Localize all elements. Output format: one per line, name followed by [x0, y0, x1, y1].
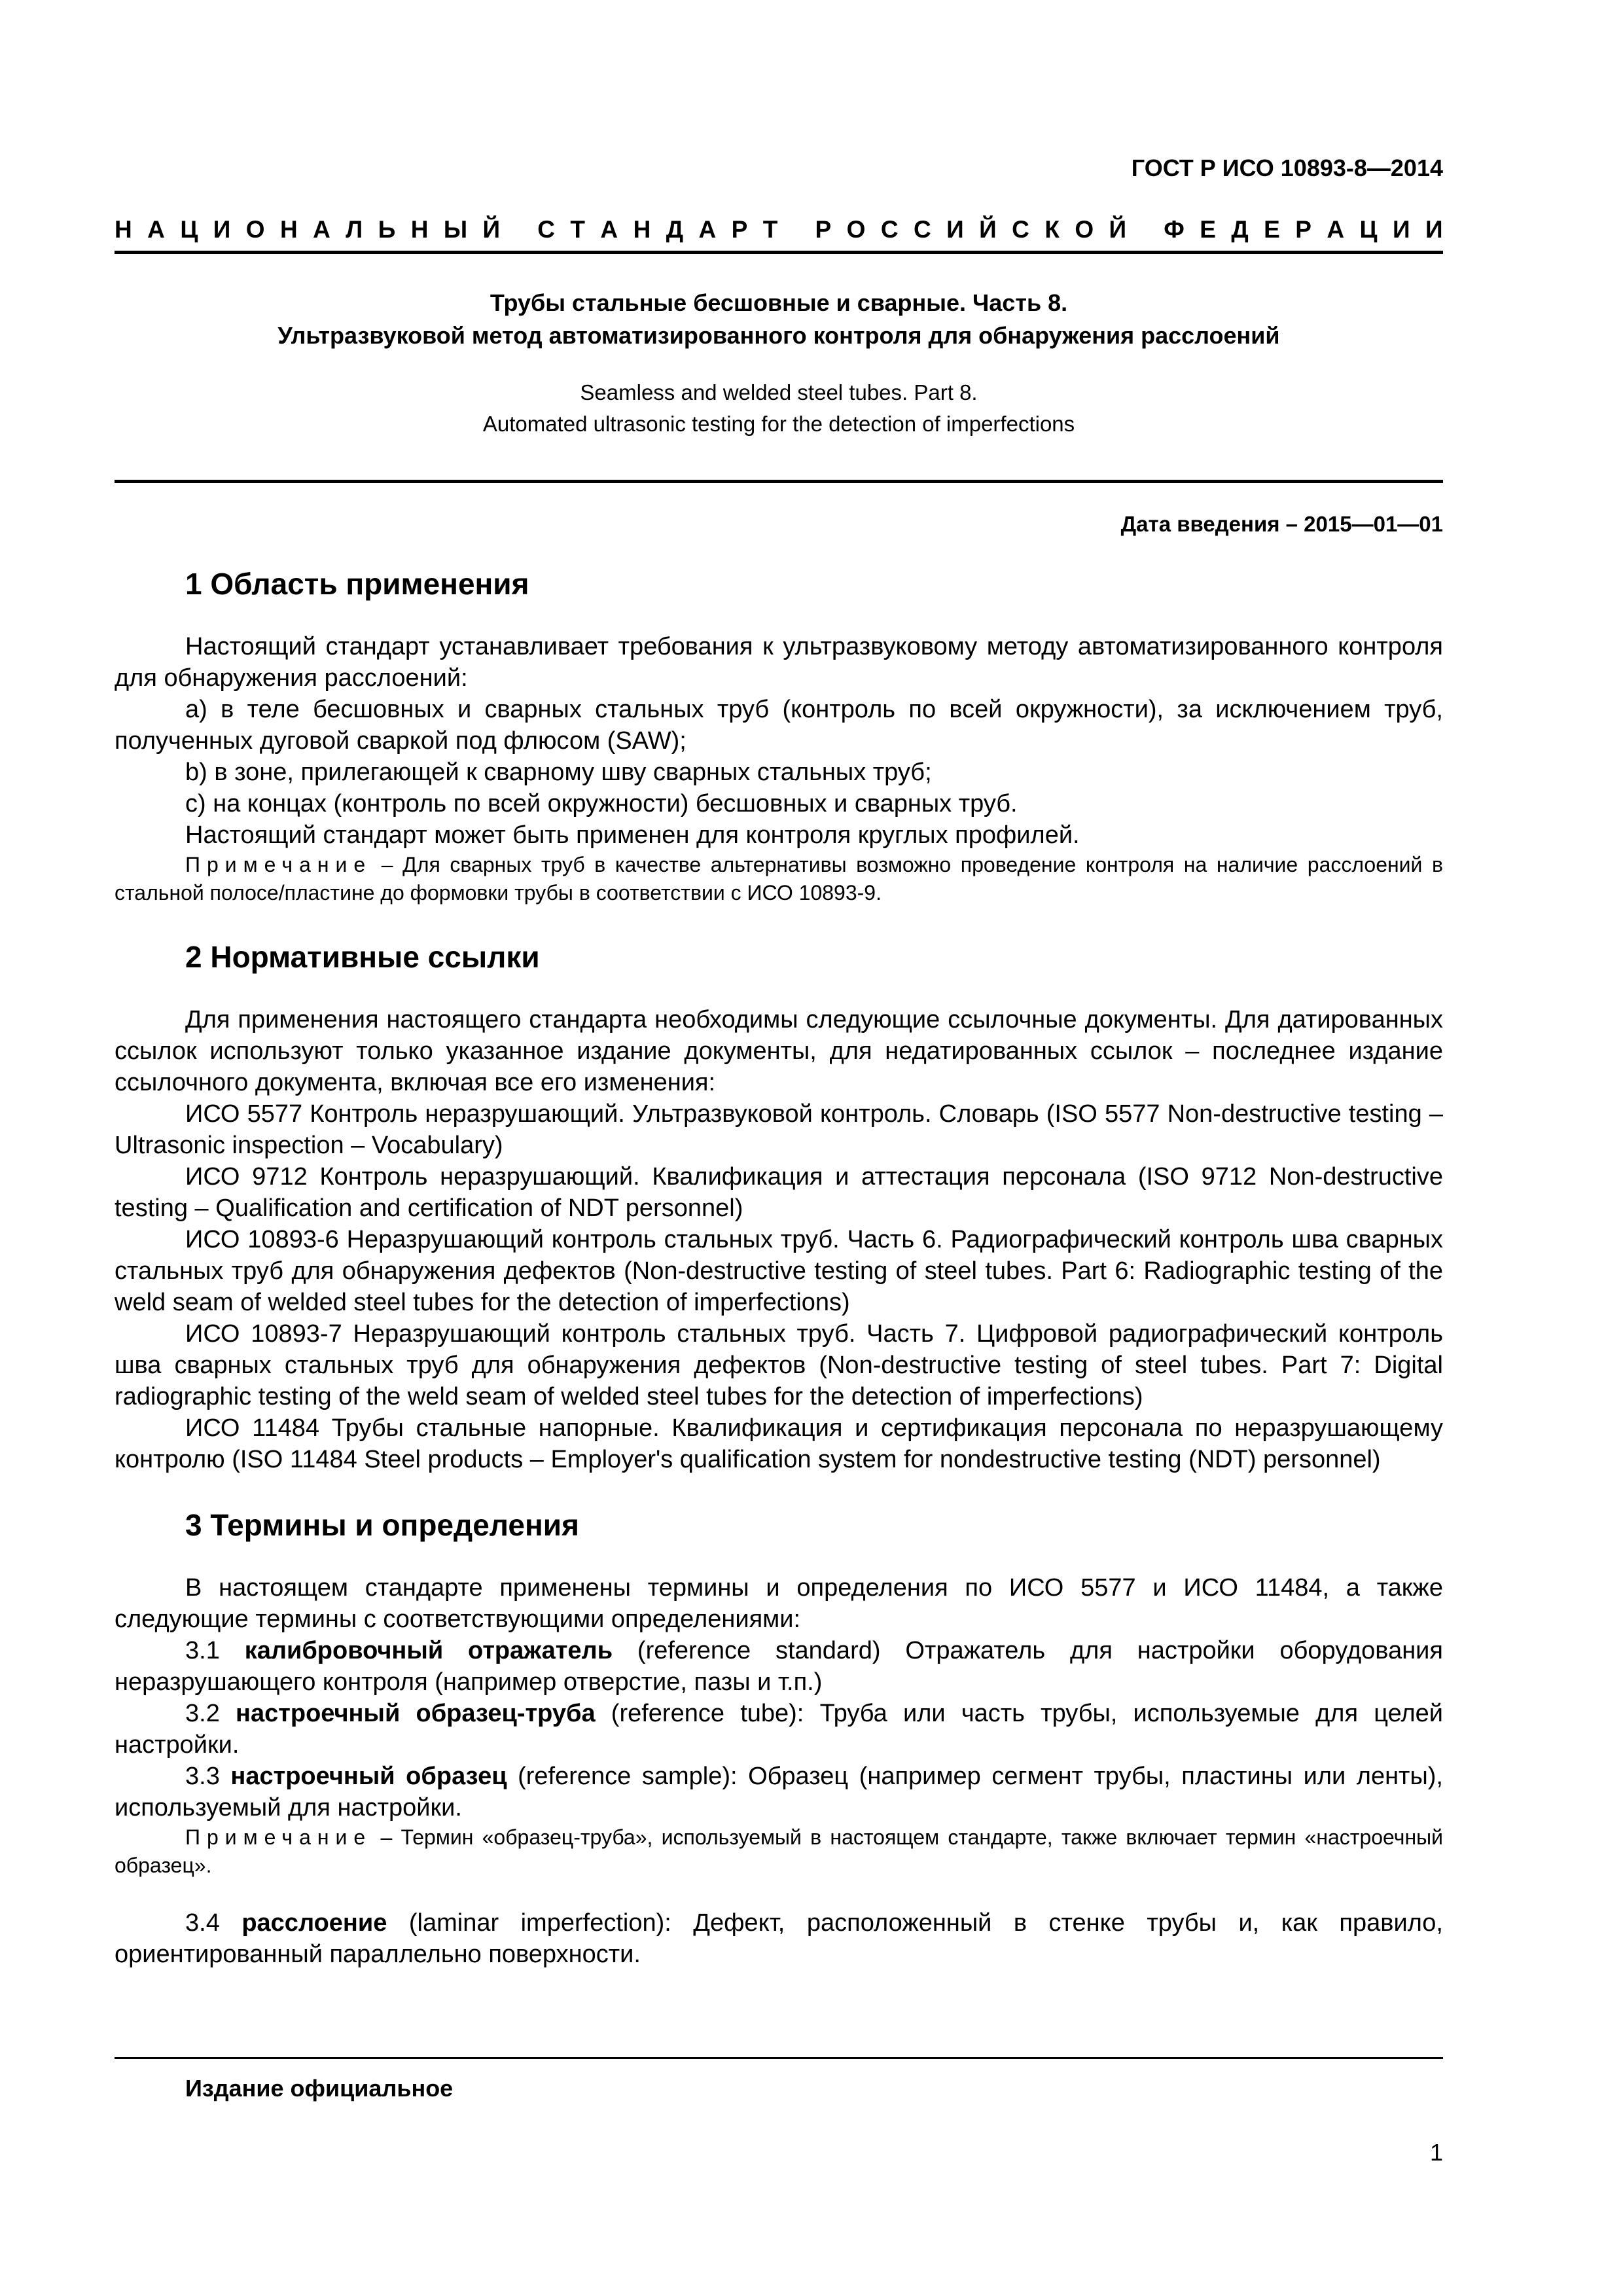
- term-definition: [115, 1907, 1443, 1970]
- note: [115, 1823, 1443, 1880]
- intro-date: Дата введения – 2015—01—01: [1120, 512, 1443, 536]
- banner-letter: Р: [1295, 216, 1311, 243]
- section-2: [115, 936, 1443, 1475]
- section-3-heading: 3 Термины и определения: [185, 1508, 579, 1542]
- header-rule: [115, 251, 1443, 254]
- term-text: (reference standard) Отражатель для настройки оборудования неразрушающего контроля (например отверстие, пазы и т.п.): [115, 1637, 1443, 1696]
- banner-letter: Т: [570, 216, 585, 243]
- banner-letter: Р: [815, 216, 832, 243]
- banner-letter: Е: [1200, 216, 1216, 243]
- banner-letter: И: [946, 216, 964, 243]
- banner-letter: О: [1075, 216, 1094, 243]
- note-label: Примечание: [185, 853, 372, 876]
- banner-letter: Н: [279, 216, 298, 243]
- footer-rule: [115, 2057, 1443, 2059]
- paragraph: Для применения настоящего стандарта необходимы следующие ссылочные документы. Для датированных ссылок используют только указанное издание документы, для недатированных ссылок – последнее издание ссылочного документа, включая все его изменения:: [115, 1006, 1443, 1096]
- term: настроечный образец: [230, 1763, 507, 1790]
- banner-letter: А: [698, 216, 717, 243]
- section-2-heading: 2 Нормативные ссылки: [185, 940, 540, 974]
- title-rule: [115, 480, 1443, 483]
- term-definition: [115, 1761, 1443, 1823]
- title-ru-line1: Трубы стальные бесшовные и сварные. Часть 8.: [490, 289, 1068, 316]
- banner-letter: Н: [633, 216, 651, 243]
- banner-letter: Д: [1231, 216, 1249, 243]
- term-number: 3.3: [185, 1763, 231, 1790]
- note-text: – Для сварных труб в качестве альтернативы возможно проведение контроля на наличие расслоений в стальной полосе/пластине до формовки трубы в соответствии с ИСО 10893-9.: [115, 853, 1443, 905]
- banner-letter: Ь: [378, 216, 396, 243]
- banner-letter: И: [213, 216, 231, 243]
- banner-letter: [1142, 216, 1149, 243]
- banner-letter: С: [1012, 216, 1029, 243]
- paragraph: c) на концах (контроль по всей окружности) бесшовных и сварных труб.: [185, 790, 1018, 817]
- banner-letter: Т: [762, 216, 778, 243]
- note-label: Примечание: [185, 1825, 372, 1849]
- term: расслоение: [241, 1909, 387, 1937]
- page-number: 1: [1429, 2139, 1443, 2166]
- banner-letter: Й: [482, 216, 501, 243]
- banner-letter: И: [1425, 216, 1443, 243]
- banner-letter: А: [600, 216, 618, 243]
- banner-letter: Д: [666, 216, 684, 243]
- banner-letter: О: [245, 216, 265, 243]
- banner-letter: О: [846, 216, 866, 243]
- term-definition: [115, 1635, 1443, 1698]
- paragraph: В настоящем стандарте применены термины и определения по ИСО 5577 и ИСО 11484, а также следующие термины с соответствующими определениями:: [115, 1574, 1443, 1633]
- term-number: 3.1: [185, 1637, 245, 1664]
- reference-item: ИСО 9712 Контроль неразрушающий. Квалификация и аттестация персонала (ISO 9712 Non-destructive testing – Qualification and certification of NDT personnel): [115, 1163, 1443, 1222]
- paragraph: Настоящий стандарт может быть применен для контроля круглых профилей.: [185, 821, 1080, 849]
- document-body: [115, 563, 1443, 1999]
- reference-item: ИСО 11484 Трубы стальные напорные. Квалификация и сертификация персонала по неразрушающему контролю (ISO 11484 Steel products – Employer's qualification system for nondestructive testing (NDT) personnel): [115, 1414, 1443, 1473]
- banner-letter: Н: [115, 216, 132, 243]
- banner-letter: Ц: [180, 216, 198, 243]
- banner-letter: И: [1393, 216, 1410, 243]
- term-definition: [115, 1698, 1443, 1761]
- banner-letter: С: [913, 216, 931, 243]
- term: калибровочный отражатель: [244, 1637, 613, 1664]
- banner-letter: Ф: [1164, 216, 1185, 243]
- note-text: – Термин «образец-труба», используемый в настоящем стандарте, также включает термин «настроечный образец».: [115, 1825, 1443, 1877]
- banner-letter: Й: [1109, 216, 1127, 243]
- term-text: (laminar imperfection): Дефект, расположенный в стенке трубы и, как правило, ориентированный параллельно поверхности.: [115, 1909, 1443, 1968]
- standard-code: ГОСТ Р ИСО 10893-8—2014: [1131, 154, 1443, 181]
- banner-letter: А: [1327, 216, 1345, 243]
- paragraph: b) в зоне, прилегающей к сварному шву сварных стальных труб;: [185, 759, 932, 786]
- section-1: [115, 563, 1443, 907]
- banner-letter: Е: [1264, 216, 1280, 243]
- note: [115, 851, 1443, 907]
- official-edition-label: Издание официальное: [185, 2075, 454, 2102]
- banner-letter: [793, 216, 800, 243]
- national-standard-banner: [115, 216, 1443, 243]
- term: настроечный образец-труба: [236, 1700, 596, 1727]
- term-text: (reference tube): Труба или часть трубы, используемые для целей настройки.: [115, 1700, 1443, 1759]
- banner-letter: [516, 216, 522, 243]
- paragraph: а) в теле бесшовных и сварных стальных труб (контроль по всей окружности), за исключением труб, полученных дуговой сваркой под флюсом (SAW);: [115, 696, 1443, 755]
- banner-letter: Р: [731, 216, 748, 243]
- title-en-line1: Seamless and welded steel tubes. Part 8.: [580, 380, 978, 404]
- banner-letter: А: [147, 216, 165, 243]
- banner-letter: Ц: [1359, 216, 1378, 243]
- banner-letter: Ы: [443, 216, 468, 243]
- banner-letter: К: [1044, 216, 1060, 243]
- term-number: 3.2: [185, 1700, 236, 1727]
- term-number: 3.4: [185, 1909, 242, 1937]
- reference-item: ИСО 5577 Контроль неразрушающий. Ультразвуковой контроль. Словарь (ISO 5577 Non-destructive testing – Ultrasonic inspection – Vocabulary): [115, 1100, 1443, 1159]
- title-en-line2: Automated ultrasonic testing for the detection of imperfections: [482, 412, 1075, 436]
- paragraph: Настоящий стандарт устанавливает требования к ультразвуковому методу автоматизированного контроля для обнаружения расслоений:: [115, 633, 1443, 692]
- title-block: [115, 287, 1443, 440]
- banner-letter: Н: [410, 216, 429, 243]
- section-3: [115, 1504, 1443, 1970]
- banner-letter: С: [537, 216, 555, 243]
- reference-item: ИСО 10893-7 Неразрушающий контроль стальных труб. Часть 7. Цифровой радиографический контроль шва сварных стальных труб для обнаружения дефектов (Non-destructive testing of steel tubes. Part 7: Digital radiographic testing of the weld seam of welded steel tubes for the detection of imperfections): [115, 1320, 1443, 1410]
- term-text: (reference sample): Образец (например сегмент трубы, пластины или ленты), используемый для настройки.: [115, 1763, 1443, 1821]
- reference-item: ИСО 10893-6 Неразрушающий контроль стальных труб. Часть 6. Радиографический контроль шва сварных стальных труб для обнаружения дефектов (Non-destructive testing of steel tubes. Part 6: Radiographic testing of the weld seam of welded steel tubes for the detection of imperfections): [115, 1226, 1443, 1316]
- banner-letter: А: [313, 216, 330, 243]
- banner-letter: С: [880, 216, 899, 243]
- section-1-heading: 1 Область применения: [185, 567, 529, 601]
- banner-letter: Л: [346, 216, 363, 243]
- title-ru-line2: Ультразвуковой метод автоматизированного контроля для обнаружения расслоений: [277, 322, 1280, 349]
- banner-letter: Й: [979, 216, 997, 243]
